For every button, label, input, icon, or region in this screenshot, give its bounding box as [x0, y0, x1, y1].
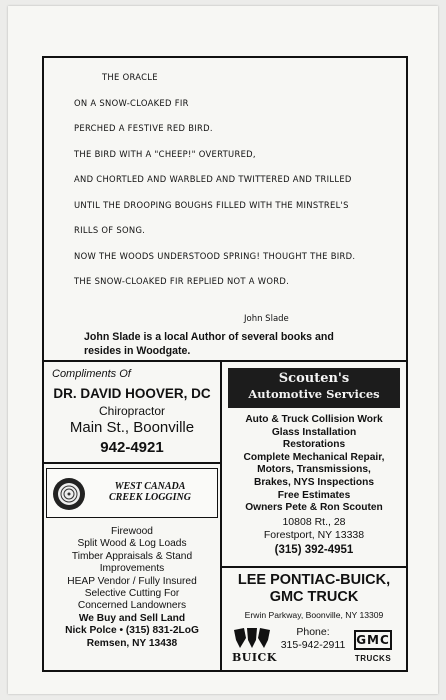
scouten-banner: [228, 368, 400, 408]
service-line: We Buy and Sell Land: [78, 612, 186, 624]
service-line: HEAP Vendor / Fully Insured: [67, 575, 197, 587]
phone-number: (315) 392-4951: [274, 544, 354, 556]
service-line: Auto & Truck Collision Work: [245, 414, 383, 425]
poem-frame: [42, 56, 408, 362]
address-line: Forestport, NY 13338: [263, 528, 365, 541]
service-line: Timber Appraisals & Stand: [71, 550, 193, 562]
banner-line: Automotive Services: [248, 387, 380, 401]
poem: [74, 72, 404, 302]
divider: [406, 362, 408, 672]
poem-title: THE ORACLE: [102, 72, 158, 82]
poem-line: ON A SNOW-CLOAKED FIR: [74, 97, 189, 108]
profession: Chiropractor: [98, 404, 166, 418]
author-bio-line: resides in Woodgate.: [84, 345, 191, 357]
trucks-label: TRUCKS: [354, 654, 392, 663]
service-line: Improvements: [99, 563, 165, 575]
buick-tri-shield-icon: [232, 626, 272, 650]
service-line: Free Estimates: [277, 489, 351, 501]
poem-line: AND CHORTLED AND WARBLED AND TWITTERED AND TRILLED: [74, 174, 352, 184]
compliments-text: Compliments Of: [52, 368, 131, 380]
poem-author: John Slade: [244, 314, 289, 324]
title-line: GMC TRUCK: [269, 589, 359, 605]
logging-logo: [46, 468, 218, 518]
service-line: Firewood: [111, 526, 153, 537]
address: Erwin Parkway, Boonville, NY 13309: [244, 610, 384, 620]
title-line: LEE PONTIAC-BUICK,: [237, 572, 391, 588]
buick-logo: BUICK: [232, 651, 277, 664]
gmc-logo: GMC: [354, 630, 392, 650]
scouten-ad: [222, 364, 406, 566]
poem-line: NOW THE WOODS UNDERSTOOD SPRING! THOUGHT THE BIRD.: [74, 250, 356, 261]
banner-line: Scouten's: [278, 371, 350, 386]
service-line: Split Wood & Log Loads: [77, 538, 187, 550]
scouten-address: [222, 516, 406, 541]
hoover-ad: [44, 364, 220, 462]
service-line: Glass Installation: [271, 426, 357, 438]
logging-services: [44, 526, 220, 650]
logging-logo-text: [87, 481, 213, 503]
logo-line: CREEK LOGGING: [109, 492, 191, 503]
contact-line: Nick Polce • (315) 831-2LoG: [65, 625, 199, 637]
poem-line: THE BIRD WITH A "CHEEP!" OVERTURED,: [74, 148, 256, 159]
lee-phone: [278, 626, 348, 652]
lee-title: [222, 572, 406, 606]
page: [8, 6, 438, 694]
logging-ad: [44, 464, 220, 670]
service-line: Owners Pete & Ron Scouten: [245, 502, 383, 514]
divider: [42, 670, 408, 672]
author-bio-line: John Slade is a local Author of several books and: [84, 331, 334, 343]
phone-number: 315-942-2911: [280, 639, 346, 651]
service-line: Selective Cutting For: [84, 588, 180, 600]
service-line: Complete Mechanical Repair,: [243, 451, 385, 463]
poem-line: THE SNOW-CLOAKED FIR REPLIED NOT A WORD.: [74, 276, 290, 286]
service-line: Restorations: [282, 439, 346, 451]
log-icon: [49, 475, 89, 513]
logo-line: WEST CANADA: [114, 481, 186, 492]
phone-label: Phone:: [296, 626, 330, 638]
poem-line: RILLS OF SONG.: [74, 225, 146, 235]
lee-ad: [222, 568, 406, 670]
address-line: Remsen, NY 13438: [86, 637, 178, 649]
ads-grid: [42, 362, 408, 696]
service-line: Concerned Landowners: [77, 600, 187, 612]
service-line: Brakes, NYS Inspections: [253, 476, 375, 488]
poem-line: PERCHED A FESTIVE RED BIRD.: [74, 123, 213, 133]
author-bio: [84, 330, 374, 358]
poem-line: UNTIL THE DROOPING BOUGHS FILLED WITH THE MINSTREL'S: [74, 199, 349, 210]
address: Main St., Boonville: [69, 419, 195, 436]
address-line: 10808 Rt., 28: [282, 516, 346, 528]
phone-number: 942-4921: [100, 439, 164, 456]
scouten-services: [222, 414, 406, 515]
service-line: Motors, Transmissions,: [257, 464, 371, 476]
doctor-name: DR. DAVID HOOVER, DC: [53, 386, 211, 401]
